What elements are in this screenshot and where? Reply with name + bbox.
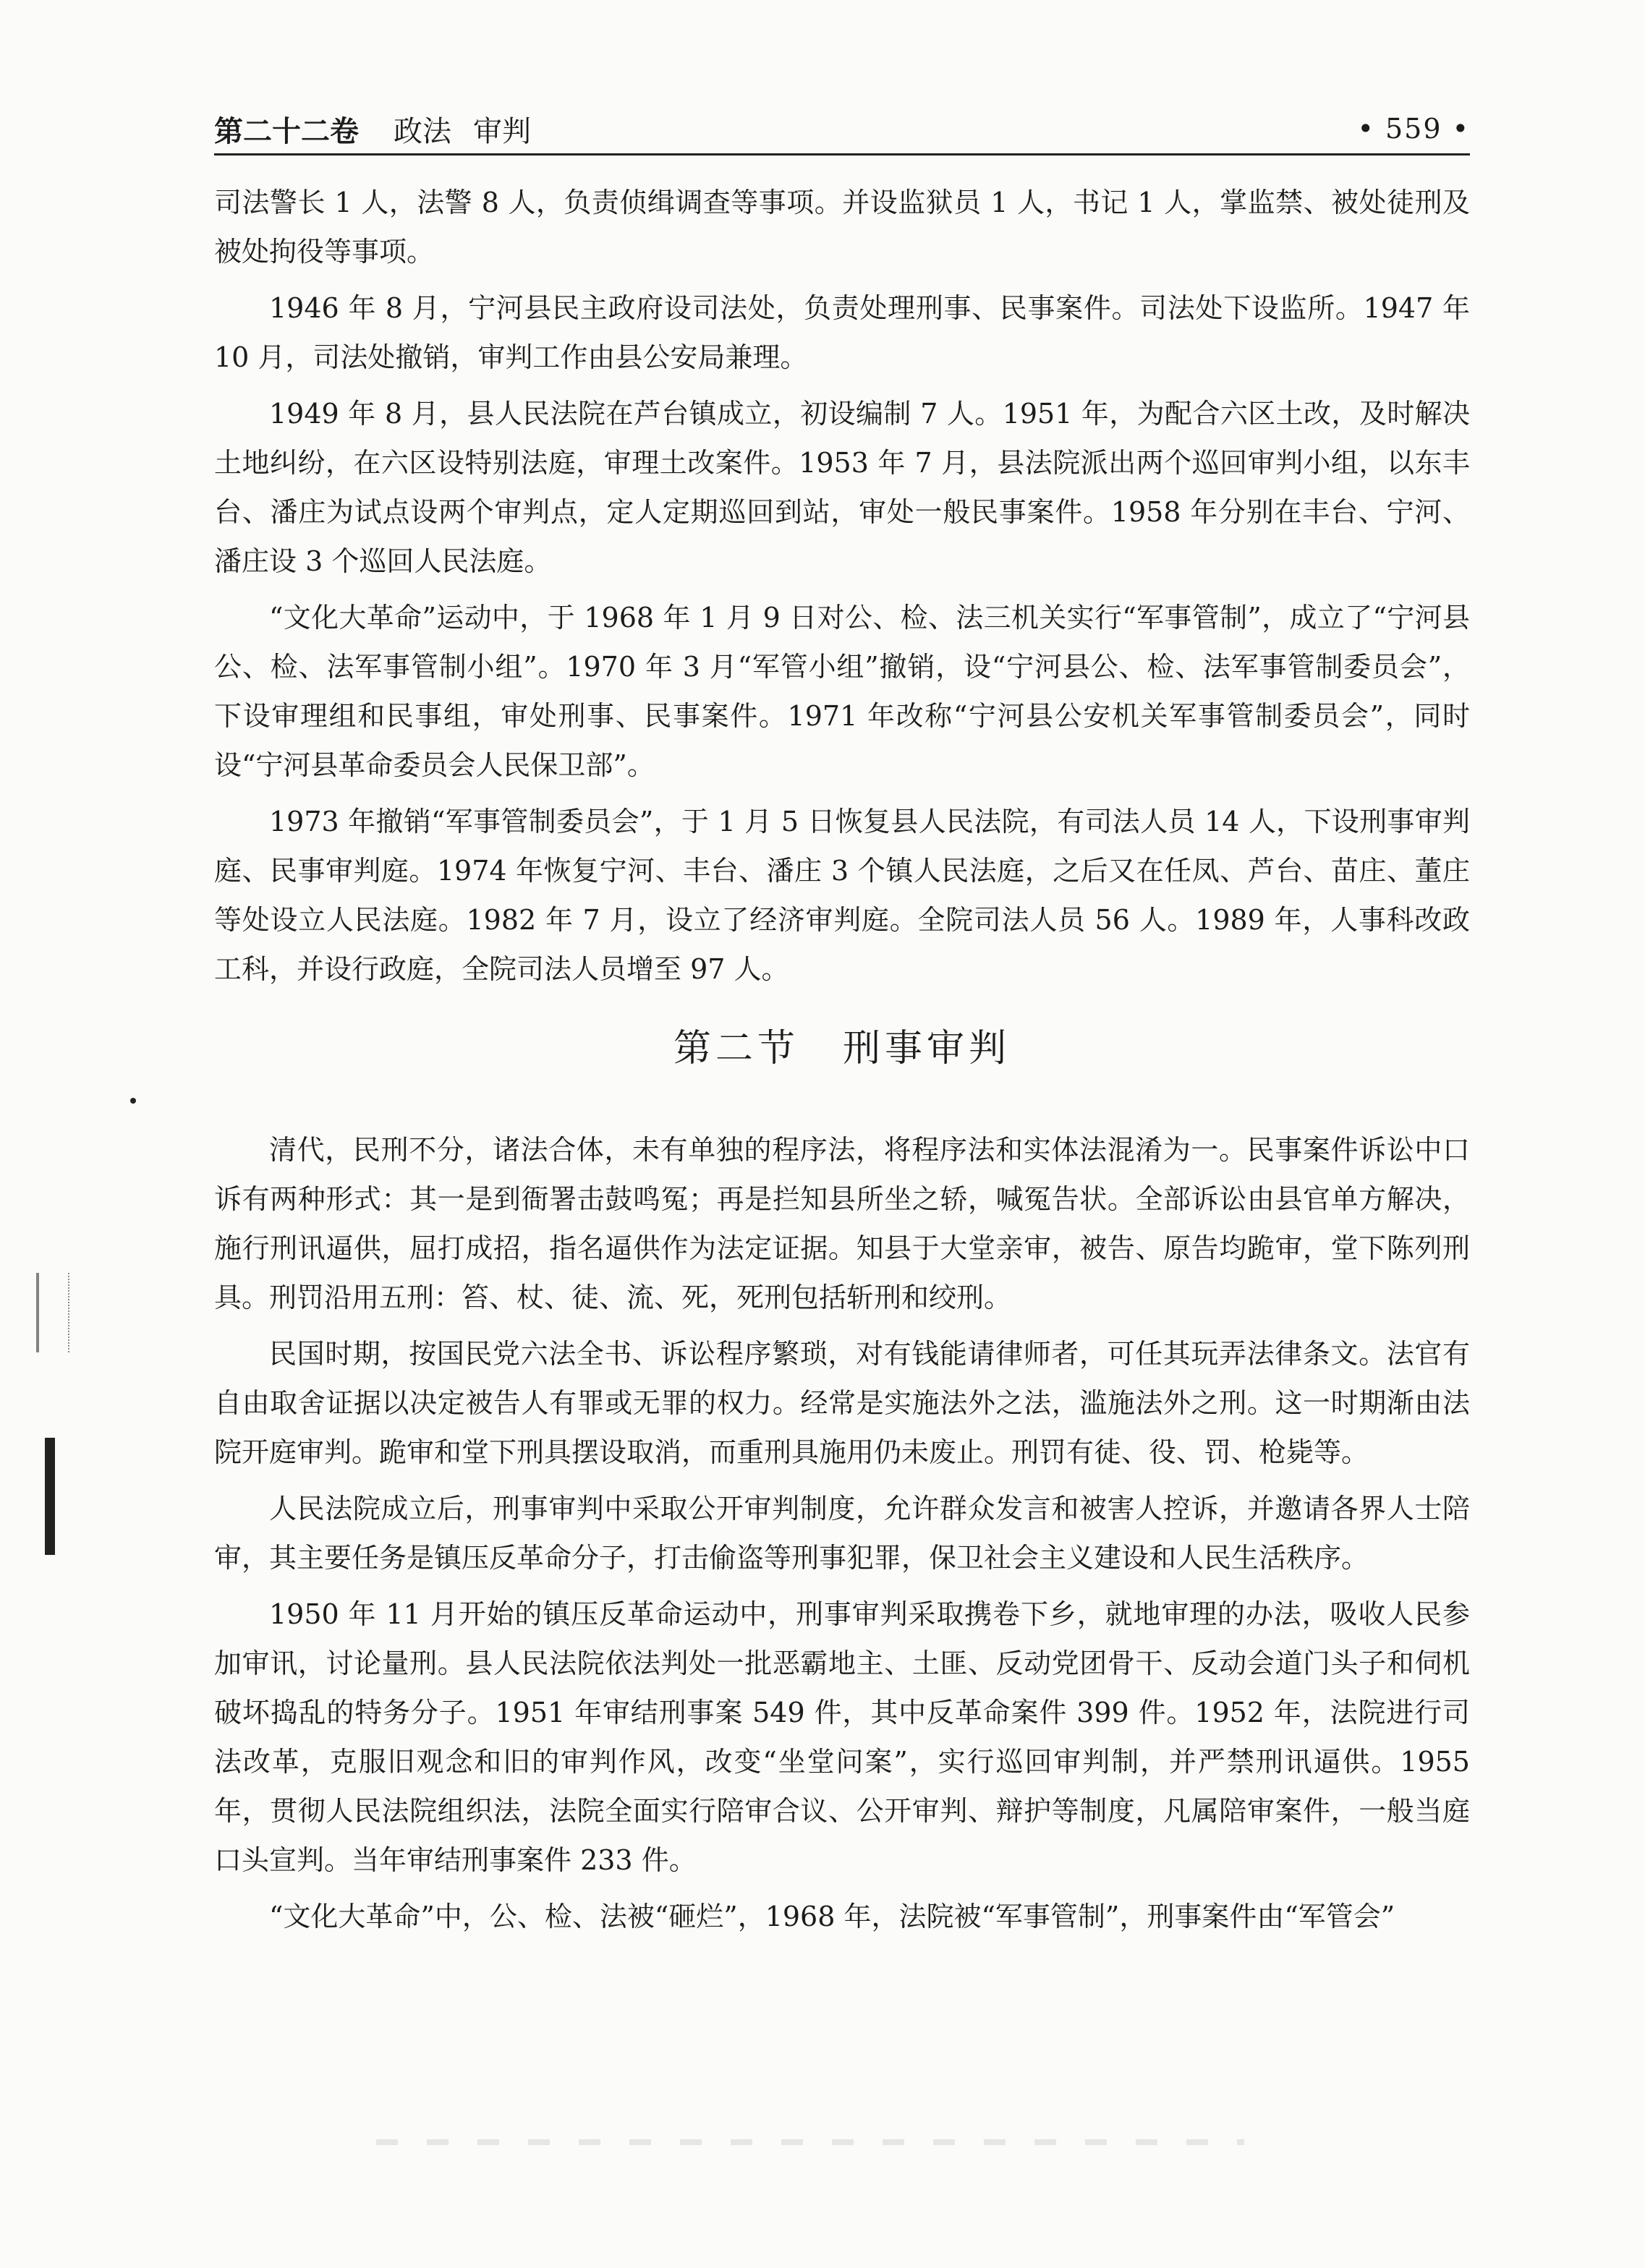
paragraph: 司法警长 1 人，法警 8 人，负责侦缉调查等事项。并设监狱员 1 人，书记 1 人，掌监禁、被处徒刑及被处拘役等事项。: [214, 187, 1470, 268]
paragraph: 1946 年 8 月，宁河县民主政府设司法处，负责处理刑事、民事案件。司法处下设监所。1947 年 10 月，司法处撤销，审判工作由县公安局兼理。: [214, 292, 1470, 373]
paragraph: 1950 年 11 月开始的镇压反革命运动中，刑事审判采取携卷下乡，就地审理的办法，吸收人民参加审讯，讨论量刑。县人民法院依法判处一批恶霸地主、土匪、反动党团骨干、反动会道门头子和伺机破坏捣乱的特务分子。1951 年审结刑事案 549 件，其中反革命案件 399 件。1952 年，法院进行司法改革，克服旧观念和旧的审判作风，改变“坐堂问案”，实行巡回审判制，并严禁刑讯逼供。1955 年，贯彻人民法院组织法，法院全面实行陪审合议、公开审判、辩护等制度，凡属陪审案件，一般当庭口头宣判。当年审结刑事案件 233 件。: [214, 1598, 1470, 1876]
paragraph: “文化大革命”运动中，于 1968 年 1 月 9 日对公、检、法三机关实行“军事管制”，成立了“宁河县公、检、法军事管制小组”。1970 年 3 月“军管小组”撤销，设“宁河县公、检、法军事管制委员会”，下设审理组和民事组，审处刑事、民事案件。1971 年改称“宁河县公安机关军事管制委员会”，同时设“宁河县革命委员会人民保卫部”。: [214, 602, 1470, 781]
body-text: [214, 178, 1470, 1948]
category-label: 政法: [394, 114, 451, 148]
header-title-group: [214, 108, 531, 150]
header-rule: [214, 153, 1470, 155]
paragraph: 1973 年撤销“军事管制委员会”，于 1 月 5 日恢复县人民法院，有司法人员 14 人，下设刑事审判庭、民事审判庭。1974 年恢复宁河、丰台、潘庄 3 个镇人民法庭，之后又在任凤、芦台、苗庄、董庄等处设立人民法庭。1982 年 7 月，设立了经济审判庭。全院司法人员 56 人。1989 年，人事科改政工科，并设行政庭，全院司法人员增至 97 人。: [214, 806, 1470, 985]
paragraph: 人民法院成立后，刑事审判中采取公开审判制度，允许群众发言和被害人控诉，并邀请各界人士陪审，其主要任务是镇压反革命分子，打击偷盗等刑事犯罪，保卫社会主义建设和人民生活秩序。: [214, 1493, 1470, 1574]
section-label: 审判: [473, 114, 531, 148]
section-number: 第二节: [673, 1027, 799, 1070]
paragraph: “文化大革命”中，公、检、法被“砸烂”，1968 年，法院被“军事管制”，刑事案件由“军管会”: [269, 1901, 1395, 1932]
page-number: • 559 •: [1357, 113, 1470, 145]
section-heading: [214, 1024, 1470, 1073]
paragraph: 1949 年 8 月，县人民法院在芦台镇成立，初设编制 7 人。1951 年，为配合六区土改，及时解决土地纠纷，在六区设特别法庭，审理土改案件。1953 年 7 月，县法院派出两个巡回审判小组，以东丰台、潘庄为试点设两个审判点，定人定期巡回到站，审处一般民事案件。1958 年分别在丰台、宁河、潘庄设 3 个巡回人民法庭。: [214, 398, 1470, 577]
margin-mark-scribble: [36, 1273, 69, 1352]
paragraph: 清代，民刑不分，诸法合体，未有单独的程序法，将程序法和实体法混淆为一。民事案件诉讼中口诉有两种形式：其一是到衙署击鼓鸣冤；再是拦知县所坐之轿，喊冤告状。全部诉讼由县官单方解决，施行刑讯逼供，屈打成招，指名逼供作为法定证据。知县于大堂亲审，被告、原告均跪审，堂下陈列刑具。刑罚沿用五刑：笞、杖、徒、流、死，死刑包括斩刑和绞刑。: [214, 1134, 1470, 1313]
scan-speck: [130, 1098, 136, 1104]
margin-binding-mark: [45, 1360, 55, 1555]
running-header: [214, 107, 1470, 150]
volume-label: 第二十二卷: [214, 114, 359, 148]
section-title: 刑事审判: [843, 1027, 1011, 1070]
paragraph: 民国时期，按国民党六法全书、诉讼程序繁琐，对有钱能请律师者，可任其玩弄法律条文。法官有自由取舍证据以决定被告人有罪或无罪的权力。经常是实施法外之法，滥施法外之刑。这一时期渐由法院开庭审判。跪审和堂下刑具摆设取消，而重刑具施用仍未废止。刑罚有徒、役、罚、枪毙等。: [214, 1338, 1470, 1468]
scan-bleed-through: [376, 2139, 1244, 2145]
